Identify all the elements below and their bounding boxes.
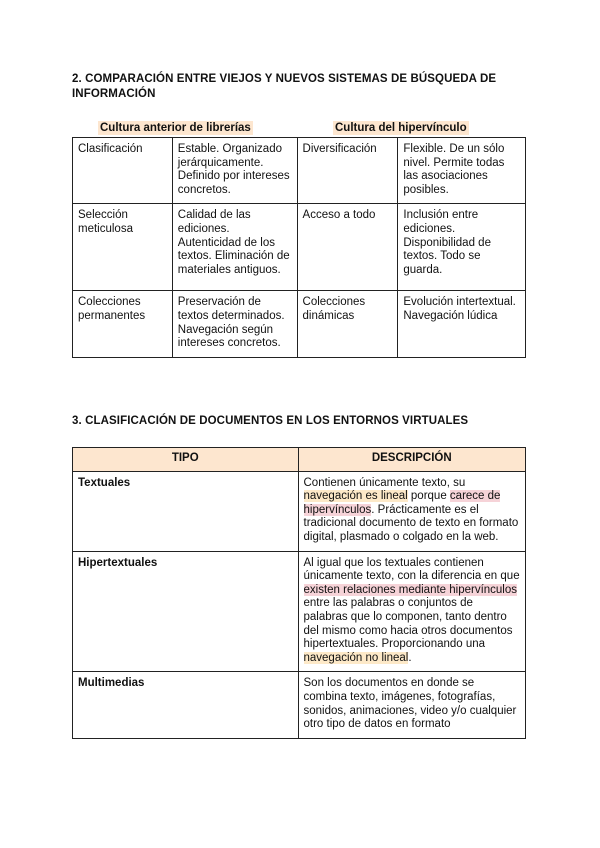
- type-cell: Textuales: [73, 471, 299, 551]
- old-description-cell: Calidad de las ediciones. Autenticidad de los textos. Eliminación de materiales antiguos.: [172, 204, 297, 291]
- highlighted-text: navegación no lineal: [303, 651, 409, 664]
- old-feature-cell: Colecciones permanentes: [73, 291, 173, 357]
- new-feature-cell: Colecciones dinámicas: [297, 291, 398, 357]
- new-description-cell: Evolución intertextual. Navegación lúdica: [398, 291, 526, 357]
- highlighted-text: navegación es lineal: [303, 490, 408, 503]
- hyperlink-culture-header: Cultura del hipervínculo: [335, 122, 467, 134]
- new-feature-cell: Acceso a todo: [297, 204, 398, 291]
- new-feature-cell: Diversificación: [297, 138, 398, 204]
- table-row: [73, 672, 526, 738]
- description-text: entre las palabras o conjuntos de palabras que lo componen, tanto dentro del mismo como hacia otros documentos hipertextuales. Proporcionando una: [303, 597, 513, 651]
- table-row: [73, 204, 526, 291]
- table-row: [73, 551, 526, 672]
- new-description-cell: Flexible. De un sólo nivel. Permite todas las asociaciones posibles.: [398, 138, 526, 204]
- table-row: [73, 471, 526, 551]
- new-description-cell: Inclusión entre ediciones. Disponibilidad de textos. Todo se guarda.: [398, 204, 526, 291]
- old-feature-cell: Clasificación: [73, 138, 173, 204]
- description-column-header: DESCRIPCIÓN: [298, 448, 526, 472]
- highlighted-text: carece de hipervínculos: [303, 490, 501, 516]
- type-cell: Hipertextuales: [73, 551, 299, 672]
- table-row: [73, 291, 526, 357]
- description-text: Son los documentos en donde se combina texto, imágenes, fotografías, sonidos, animaciones, video y/o cualquier otro tipo de datos en formato: [303, 677, 517, 731]
- table-row: [73, 138, 526, 204]
- old-description-cell: Estable. Organizado jerárquicamente. Definido por intereses concretos.: [172, 138, 297, 204]
- section-2-title: 2. COMPARACIÓN ENTRE VIEJOS Y NUEVOS SISTEMAS DE BÚSQUEDA DE INFORMACIÓN: [72, 73, 497, 100]
- type-column-header: TIPO: [73, 448, 299, 472]
- comparison-table: [72, 137, 526, 358]
- highlighted-text: existen relaciones mediante hipervínculos: [303, 583, 518, 596]
- description-text: Al igual que los textuales contienen únicamente texto, con la diferencia en que: [303, 556, 520, 583]
- description-cell: [298, 551, 526, 672]
- old-feature-cell: Selección meticulosa: [73, 204, 173, 291]
- old-culture-header: Cultura anterior de librerías: [100, 122, 251, 134]
- description-cell: [298, 672, 526, 738]
- section-3-title: 3. CLASIFICACIÓN DE DOCUMENTOS EN LOS ENTORNOS VIRTUALES: [72, 415, 469, 427]
- document-types-table: [72, 447, 526, 739]
- description-text: porque: [407, 490, 450, 503]
- old-description-cell: Preservación de textos determinados. Navegación según intereses concretos.: [172, 291, 297, 357]
- table-header-row: [73, 448, 526, 472]
- description-text: .: [408, 651, 412, 664]
- description-cell: [298, 471, 526, 551]
- description-text: Contienen únicamente texto, su: [303, 476, 466, 489]
- type-cell: Multimedias: [73, 672, 299, 738]
- description-text: . Prácticamente es el tradicional documento de texto en formato digital, plasmado o colgado en la web.: [303, 503, 519, 543]
